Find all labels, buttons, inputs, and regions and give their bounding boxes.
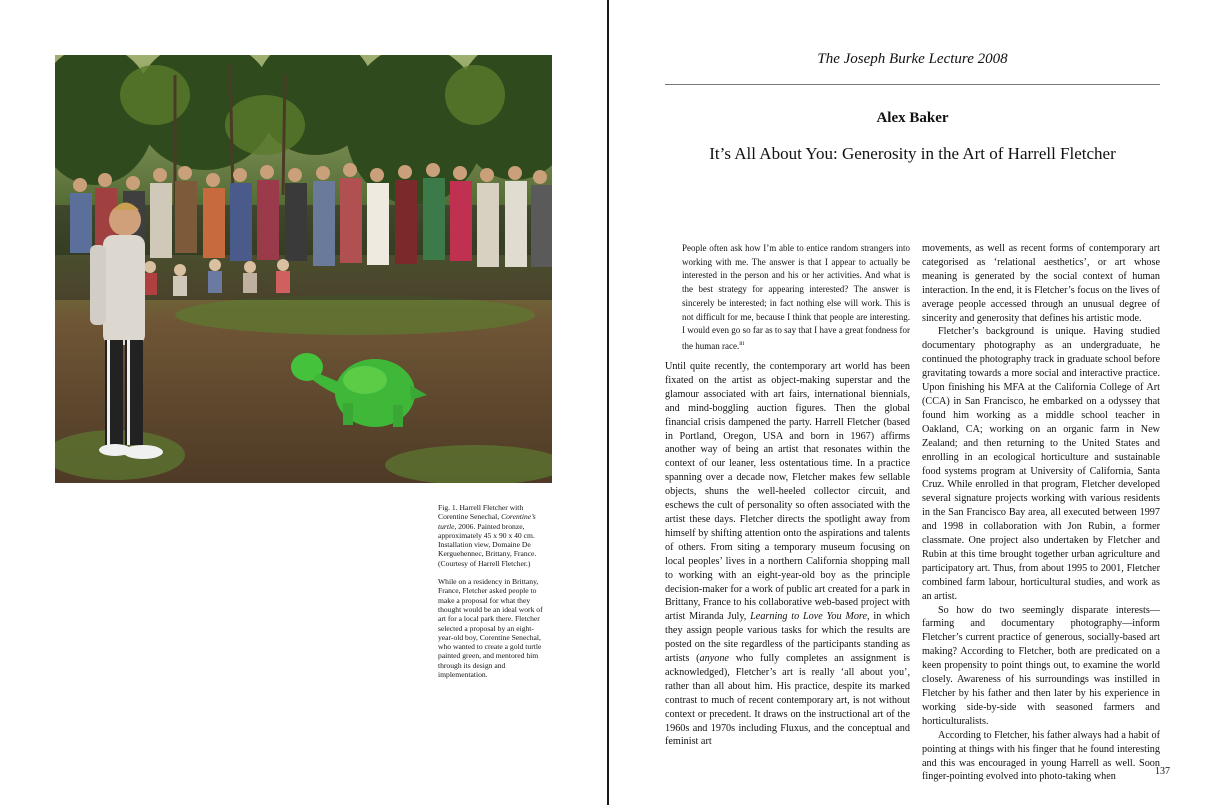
caption-credit [438,503,548,568]
body-column-left [665,360,910,749]
body-paragraph: According to Fletcher, his father always had a habit of pointing at things with his finger that he found interesting and this was encouraged in young Harrell as well. Soon finger-pointing evolved into photo-taking when [922,729,1160,783]
body-column-right [922,242,1160,784]
body-paragraph [665,360,910,749]
caption-note: While on a residency in Brittany, France, Fletcher asked people to make a proposal for what they thought would be an ideal work of art for a local park there. Fletcher selected a proposal by an eight-year-old boy, Corentine Senechal, who wanted to create a gold turtle painted green, and mentored him through its design and implementation. [438,577,543,680]
body-italic: anyone [699,653,729,665]
running-head: The Joseph Burke Lecture 2008 [817,51,1008,67]
body-text: who fully completes an assignment is acknowledged), Fletcher’s art is really ‘all about you’, rather than all about him. His practice, despite its marked contrast to much of recent contemporary art, is not without context or precedent. It draws on the instructional art of the 1960s and 1970s including Fluxus, and the conceptual and feminist art [665,653,910,748]
left-page [0,0,607,805]
article-title: It’s All About You: Generosity in the Art of Harrell Fletcher [709,144,1116,163]
body-italic: Learning to Love You More [750,611,868,623]
body-paragraph: Fletcher’s background is unique. Having studied documentary photography as an undergraduate, he continued the photography track in graduate school before gravitating towards a more social and interactive practice. Upon finishing his MFA at the California College of Art (CCA) in San Francisco, he embarked on a odyssey that found him working as a middle school teacher in Oakland, CA; working on an organic farm in New Zealand; and then returning to the United States and enrolling in an ecological horticulture and sustainable food systems program at University of California, Santa Cruz. While enrolled in that program, Fletcher developed several signature projects working with various residents in the San Francisco Bay area, all executed between 1997 and 1998 in collaboration with Jon Rubin, a former classmate. One project also undertaken by Fletcher and Rubin at this time brought together urban agriculture and participatory art. Thus, from about 1995 to 2001, Fletcher combined farm labour, horticultural studies, and work as an artist. [922,326,1160,602]
author-name: Alex Baker [876,110,949,126]
page-number: 137 [1155,766,1170,777]
body-paragraph: movements, as well as recent forms of contemporary art categorised as ‘relational aesthetics’, or art whose meaning is generated by the social context of human interaction. In the end, it is Fletcher’s focus on the lives of average people accessed through an unusual degree of sincerity and generosity that defines his artistic mode. [922,243,1160,324]
body-paragraph: So how do two seemingly disparate interests—farming and documentary photography—inform Fletcher’s current practice of generous, socially-based art making? According to Fletcher, both are predicated on a keen propensity to point things out, to examine the world closely. Awareness of his surroundings was instilled in Fletcher by his father and then later by his experience in working side-by-side with seasoned farmers and horticulturalists. [922,604,1160,727]
park-photo-illustration [55,55,552,483]
caption-text-2: , 2006. Painted bronze, approximately 45 x 90 x 40 cm. Installation view, Domaine De Kerguehennec, Brittany, France. (Courtesy of Harrell Fletcher.) [438,521,537,568]
caption-text-1: Fig. 1. Harrell Fletcher with Corentine Senechal, [438,503,524,522]
right-page [609,0,1216,805]
figure-photo [55,55,552,483]
header-rule [665,84,1160,85]
body-text: Until quite recently, the contemporary art world has been fixated on the artist as object-making superstar and the glamour associated with art fairs, international biennials, and mind-boggling auction figures. Then the global financial crisis dampened the party. Harrell Fletcher (based in Portland, Oregon, USA and born in 1967) affirms another way of being an artist that resonates within the context of our leaner, less ostentatious time. In a practice spanning over a decade now, Fletcher makes few sellable objects, shuns the well-heeled collector circuit, and eschews the cult of personality so often associated with the artist these days. Fletcher directs the spotlight away from himself by shifting attention onto the aspirations and talents of others. From siting a temporary museum focusing on local peoples’ lives in a northern California shopping mall to working with an eight-year-old boy as the principle decision-maker for a work of public art created for a park in Brittany, France to his collaborative web-based project with artist Miranda July, [665,361,910,623]
figure-caption [438,503,548,688]
epigraph-footnote-marker: iii [739,340,745,347]
body-text: , in which they assign people various tasks for which the results are posted on the site regardless of the participants standing as artists ( [665,611,910,665]
epigraph [682,242,910,354]
caption-artwork-title: Corentine’s turtle [438,512,536,531]
epigraph-text: People often ask how I’m able to entice random strangers into working with me. The answer is that I appear to actually be interested in the person and his or her activities. And what is the best strategy for appearing interested? The answer is sincerely be interested; in fact nothing else will work. This is not difficult for me, because I think that people are interesting. I would even go so far as to say that I have a great fondness for the human race. [682,243,910,351]
